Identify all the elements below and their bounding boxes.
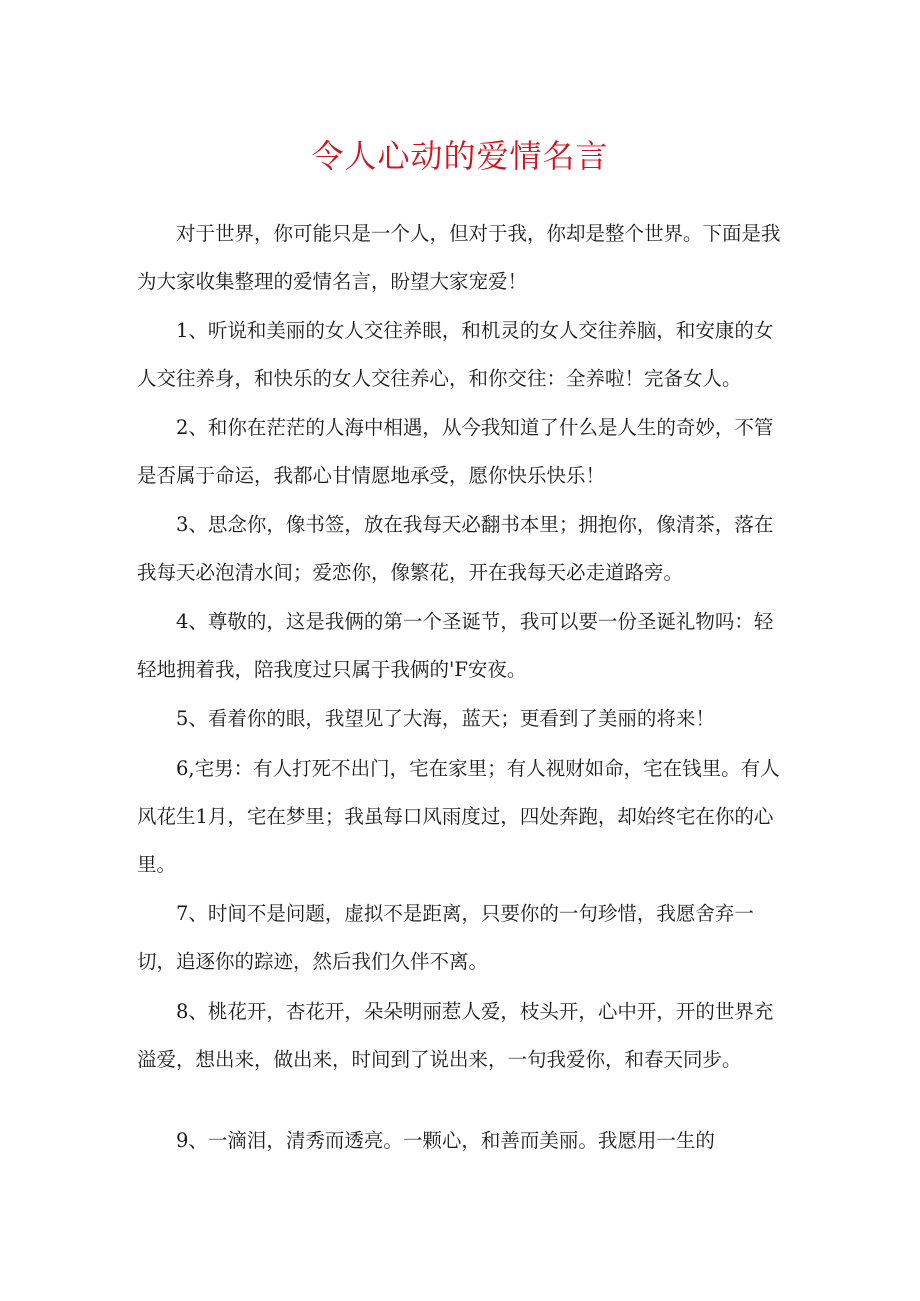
quote-paragraph-8: 8、桃花开，杏花开，朵朵明丽惹人爱，枝头开，心中开，开的世界充溢爱，想出来，做出来，时间到了说出来，一句我爱你，和春天同步。 xyxy=(137,1000,774,1071)
quote-paragraph-9: 9、一滴泪，清秀而透亮。一颗心，和善而美丽。我愿用一生的 xyxy=(176,1129,715,1152)
quote-paragraph-5: 5、看着你的眼，我望见了大海，蓝天；更看到了美丽的将来！ xyxy=(176,707,715,730)
document-title: 令人心动的爱情名言 xyxy=(311,137,609,175)
quote-paragraph-6: 6,宅男：有人打死不出门，宅在家里；有人视财如命，宅在钱里。有人风花生1月，宅在梦里；我虽每口风雨度过，四处奔跑，却始终宅在你的心里。 xyxy=(137,757,780,876)
quote-paragraph-1: 1、听说和美丽的女人交往养眼，和机灵的女人交往养脑，和安康的女人交往养身，和快乐的女人交往养心，和你交往：全养啦！完备女人。 xyxy=(137,319,774,390)
quote-paragraph-2: 2、和你在茫茫的人海中相遇，从今我知道了什么是人生的奇妙，不管是否属于命运，我都心甘情愿地承受，愿你快乐快乐！ xyxy=(137,416,774,487)
quote-paragraph-3: 3、思念你，像书签，放在我每天必翻书本里；拥抱你，像清茶，落在我每天必泡清水间；爱恋你，像繁花，开在我每天必走道路旁。 xyxy=(137,513,774,584)
intro-paragraph: 对于世界，你可能只是一个人，但对于我，你却是整个世界。下面是我为大家收集整理的爱情名言，盼望大家宠爱！ xyxy=(137,222,781,293)
quote-paragraph-4: 4、尊敬的，这是我俩的第一个圣诞节，我可以要一份圣诞礼物吗：轻轻地拥着我，陪我度过只属于我俩的'F安夜。 xyxy=(137,610,774,681)
quote-paragraph-7: 7、时间不是问题，虚拟不是距离，只要你的一句珍惜，我愿舍弃一切，追逐你的踪迹，然后我们久伴不离。 xyxy=(137,902,754,973)
